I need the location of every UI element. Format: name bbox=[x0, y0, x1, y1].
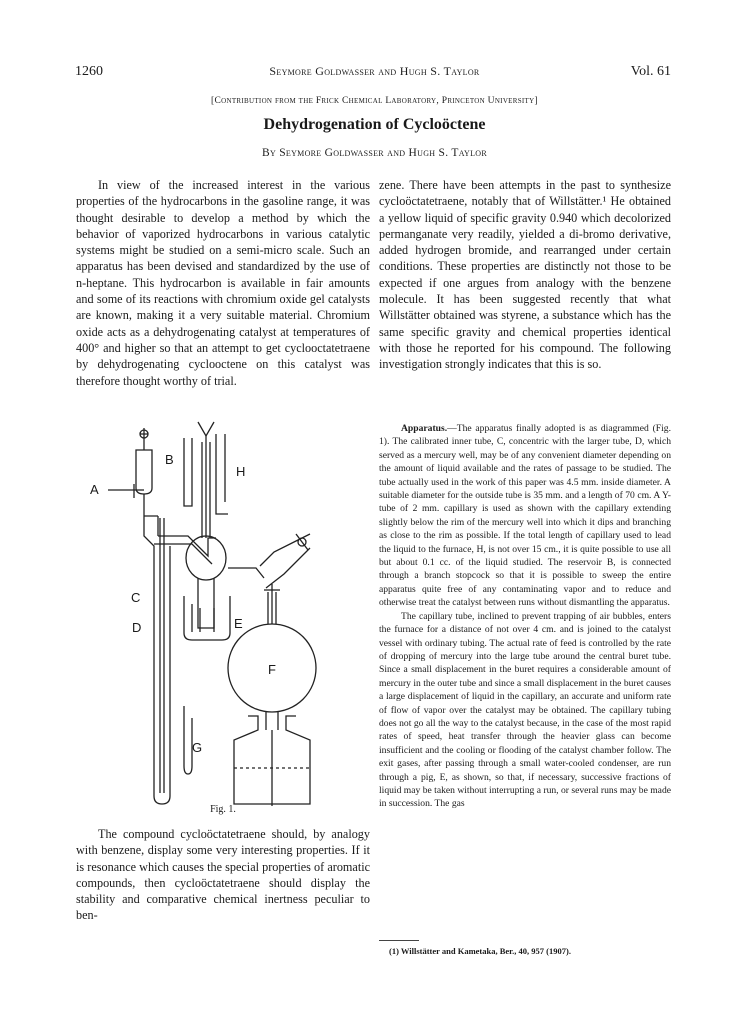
volume-label: Vol. 61 bbox=[630, 64, 671, 79]
intro-continuation: zene. There have been attempts in the past to synthesize cycloöctatetraene, notably that of Willstätter.¹ He obtained a yellow liquid of specific gravity 0.940 which decolorized permanganate very readily, yielded a di-bromo derivative, added hydrogen bromide, and rearranged under certain conditions. These properties are distinctly not those to be expected if one argues from analogy with the benzene molecule. It has been suggested recently that what Willstätter obtained was styrene, a substance which has the same specific gravity and chemical properties identical with those he reported for his compound. The following investigation strongly indicates that this is so. bbox=[379, 178, 671, 372]
apparatus-paragraph-2: The capillary tube, inclined to prevent trapping of air bubbles, enters the furnace for a distance of not over 4 cm. and is joined to the catalyst vessel with ordinary tubing. The actual rate of feed is controlled by the rate of dropping of mercury into the large tube around the central buret tube. Since a small displacement in the buret requires a considerable amount of mercury in the outer tube and since a small displacement in the buret causes a large displacement of liquid in the capillary, an accurate and uniform rate of flow of vapor over the catalyst may be obtained. The capillary tubing does not go all the way to the catalyst because, in the case of the most rapid rates of speed, heat transfer through the heavier glass can become insufficient and the cooling or flooding of the catalyst chamber follow. The exit gases, after passing through a small water-cooled condenser, are run through a pig, E, as shown, so that, if necessary, successive fractions of liquid may be taken without interrupting a run, or several runs may be made in succession. The gas bbox=[379, 610, 671, 810]
figure-label-a: A bbox=[90, 482, 99, 497]
left-column-bottom bbox=[76, 826, 370, 924]
figure-label-c: C bbox=[131, 590, 141, 605]
figure-label-e: E bbox=[234, 616, 243, 631]
figure-label-h: H bbox=[236, 464, 246, 479]
apparatus-text-1: —The apparatus finally adopted is as diagrammed (Fig. 1). The calibrated inner tube, C, concentric with the larger tube, D, which served as a mercury well, may be of any convenient diameter depending on the amount of liquid available and the rates of passage to be studied. The tube actually used in the work of this paper was 4.5 mm. inside diameter. A suitable diameter for the outside tube is 35 mm. and a length of 70 cm. A Y-tube of 2 mm. capillary is used as shown with the capillary extending slightly below the rim of the mercury well into which it dips and branching as close to the rim as possible. If the total length of capillary used to lead the liquid to the furnace, H, is not over 15 cm., it is quite possible to use all but about 0.1 cc. of the liquid studied. The reservoir B, is connected through a branch stopcock so that it is possible to sweep the entire apparatus quite free of any contaminating vapor and to reduce and otherwise treat the catalyst between runs without dismantling the apparatus. bbox=[379, 423, 671, 609]
figure-caption: Fig. 1. bbox=[210, 804, 236, 815]
apparatus-section bbox=[379, 422, 671, 811]
article-title: Dehydrogenation of Cycloöctene bbox=[263, 116, 486, 133]
running-title: Seymore Goldwasser and Hugh S. Taylor bbox=[269, 64, 480, 78]
figure-label-f: F bbox=[268, 662, 276, 677]
page-number: 1260 bbox=[75, 64, 103, 79]
apparatus-heading: Apparatus. bbox=[401, 423, 448, 434]
right-column-intro bbox=[379, 177, 671, 373]
contribution-line: [Contribution from the Frick Chemical Laboratory, Princeton University] bbox=[211, 96, 538, 106]
figure-label-d: D bbox=[132, 620, 142, 635]
left-column-intro bbox=[76, 177, 370, 389]
figure-label-b: B bbox=[165, 452, 174, 467]
footnote: (1) Willstätter and Kametaka, Ber., 40, 957 (1907). bbox=[389, 946, 571, 956]
figure-label-g: G bbox=[192, 740, 203, 755]
footnote-rule bbox=[379, 940, 419, 941]
cyclooctatetraene-paragraph: The compound cycloöctatetraene should, by analogy with benzene, display some very interesting properties. If it is resonance which causes the special properties of aromatic compounds, then cycloöctatetraene should display the stability and comparative chemical inertness peculiar to ben- bbox=[76, 827, 370, 923]
figure-1-diagram bbox=[88, 418, 378, 813]
apparatus-paragraph-1 bbox=[379, 422, 671, 610]
intro-paragraph: In view of the increased interest in the various properties of the hydrocarbons in the gasoline range, it was thought desirable to develop a method by which the behavior of vaporized hydrocarbons in various catalytic systems might be studied on a semi-micro scale. Such an apparatus has been devised and standardized by the use of n-heptane. This hydrocarbon is available in fair amounts and some of its reactions with chromium oxide gel catalysts are known, making it a very suitable material. Chromium oxide acts as a dehydrogenating catalyst at temperatures of 400° and higher so that an attempt to get cyclooctatetraene by dehydrogenating cyclooctene on this catalyst was therefore thought worthy of trial. bbox=[76, 178, 370, 388]
byline: By Seymore Goldwasser and Hugh S. Taylor bbox=[261, 147, 488, 159]
